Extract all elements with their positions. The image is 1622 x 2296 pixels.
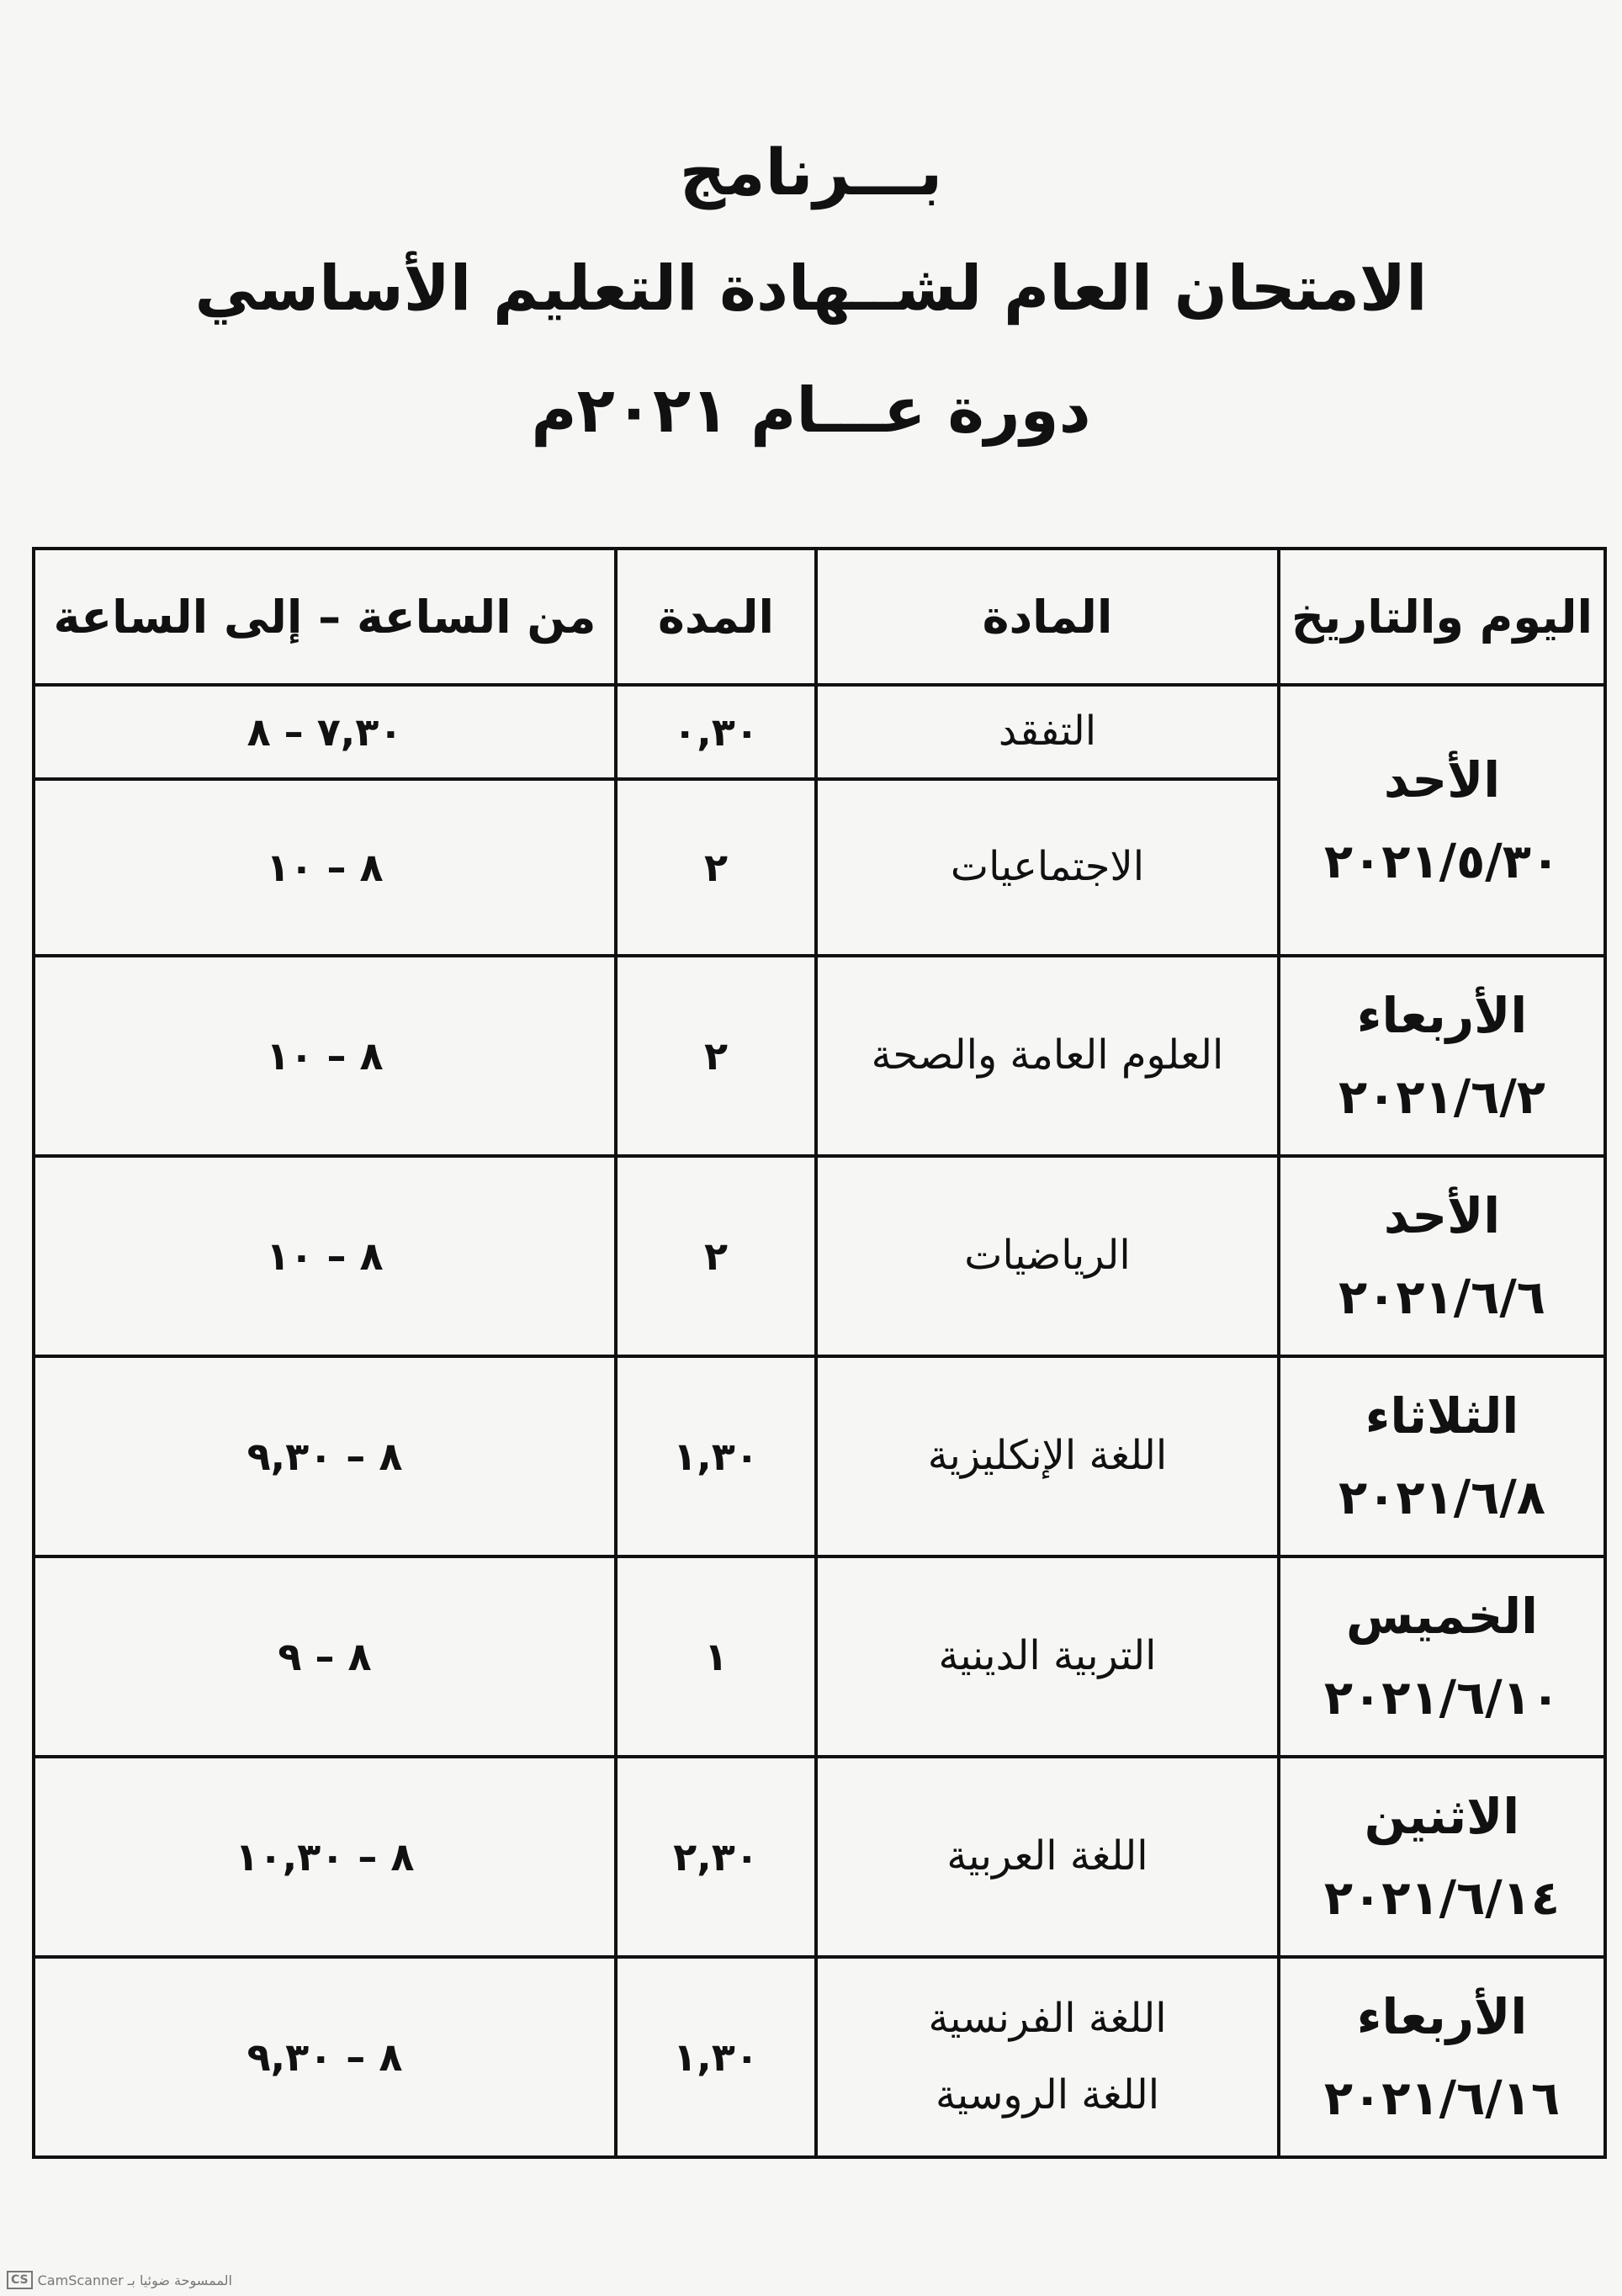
table-header-row: [34, 549, 1605, 685]
exam-date: ٢٠٢١/٦/٨: [1338, 1470, 1545, 1525]
subject-cell: الاجتماعيات: [816, 779, 1279, 956]
time-cell: ٧,٣٠ – ٨: [34, 685, 616, 779]
day-date-cell: [1279, 1356, 1605, 1556]
time-cell: ٨ – ١٠,٣٠: [34, 1757, 616, 1957]
exam-date: ٢٠٢١/٦/١٦: [1323, 2071, 1561, 2126]
day-date-cell: [1279, 685, 1605, 956]
header-subject: المادة: [816, 549, 1279, 685]
subject-cell: اللغة العربية: [816, 1757, 1279, 1957]
duration-cell: ٢,٣٠: [616, 1757, 816, 1957]
subject-cell: [816, 1957, 1279, 2157]
day-date-cell: [1279, 1757, 1605, 1957]
subject-cell: اللغة الإنكليزية: [816, 1356, 1279, 1556]
document-title: بـــرنامج: [679, 135, 943, 209]
scanner-text: CamScanner الممسوحة ضوئيا بـ: [37, 2272, 232, 2288]
subject-cell: التربية الدينية: [816, 1556, 1279, 1757]
duration-cell: ١: [616, 1556, 816, 1757]
duration-cell: ٢: [616, 779, 816, 956]
day-name: الخميس: [1345, 1588, 1538, 1646]
camscanner-logo-icon: CS: [7, 2271, 33, 2289]
duration-cell: ١,٣٠: [616, 1957, 816, 2157]
time-cell: ٨ – ٩,٣٠: [34, 1957, 616, 2157]
duration-cell: ٢: [616, 1156, 816, 1356]
table-row: [34, 1556, 1605, 1757]
day-date-cell: [1279, 1556, 1605, 1757]
header-time: من الساعة – إلى الساعة: [34, 549, 616, 685]
duration-cell: ١,٣٠: [616, 1356, 816, 1556]
table-row: [34, 1356, 1605, 1556]
table-row: [34, 1757, 1605, 1957]
day-name: الأربعاء: [1356, 1988, 1528, 2046]
day-name: الثلاثاء: [1365, 1387, 1519, 1445]
day-date-cell: [1279, 1156, 1605, 1356]
exam-title: الامتحان العام لشــهادة التعليم الأساسي: [194, 252, 1428, 325]
day-name: الأحد: [1383, 1187, 1501, 1245]
session-year: دورة عـــام ٢٠٢١م: [531, 374, 1091, 447]
time-cell: ٨ – ٩: [34, 1556, 616, 1757]
day-name: الأحد: [1383, 751, 1501, 809]
exam-date: ٢٠٢١/٦/١٤: [1323, 1870, 1561, 1926]
exam-date: ٢٠٢١/٦/٢: [1338, 1069, 1545, 1125]
duration-cell: ٠,٣٠: [616, 685, 816, 779]
subject-line: اللغة الروسية: [935, 2071, 1160, 2118]
table-row: [34, 685, 1605, 779]
table-row: [34, 956, 1605, 1156]
header-duration: المدة: [616, 549, 816, 685]
exam-date: ٢٠٢١/٦/١٠: [1323, 1670, 1561, 1726]
day-name: الاثنين: [1364, 1788, 1520, 1846]
time-cell: ٨ – ١٠: [34, 1156, 616, 1356]
exam-date: ٢٠٢١/٥/٣٠: [1323, 834, 1561, 889]
time-cell: ٨ – ١٠: [34, 779, 616, 956]
table-row: [34, 1156, 1605, 1356]
table-row: [34, 1957, 1605, 2157]
time-cell: ٨ – ٩,٣٠: [34, 1356, 616, 1556]
subject-cell: الرياضيات: [816, 1156, 1279, 1356]
subject-line: اللغة الفرنسية: [928, 1994, 1167, 2042]
subject-cell: العلوم العامة والصحة: [816, 956, 1279, 1156]
day-date-cell: [1279, 1957, 1605, 2157]
exam-date: ٢٠٢١/٦/٦: [1338, 1270, 1545, 1325]
duration-cell: ٢: [616, 956, 816, 1156]
day-name: الأربعاء: [1356, 987, 1528, 1045]
exam-schedule-table: [32, 547, 1607, 2159]
scanner-watermark: [7, 2271, 232, 2289]
subject-cell: التفقد: [816, 685, 1279, 779]
day-date-cell: [1279, 956, 1605, 1156]
header-day-date: اليوم والتاريخ: [1279, 549, 1605, 685]
time-cell: ٨ – ١٠: [34, 956, 616, 1156]
